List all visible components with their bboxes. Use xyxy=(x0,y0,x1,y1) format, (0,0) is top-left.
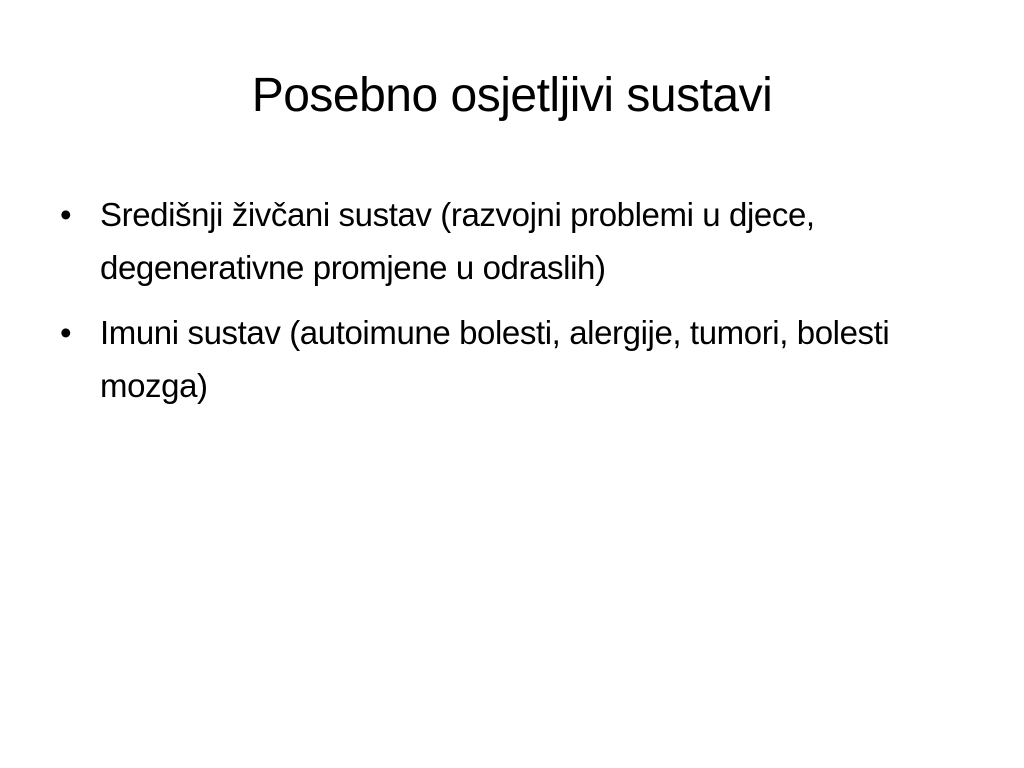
bullet-item-central-nervous-system xyxy=(58,188,958,294)
bullet-text: Imuni sustav (autoimune bolesti, alergije, tumori, bolesti mozga) xyxy=(100,314,890,404)
bullet-icon: • xyxy=(60,314,72,351)
bullet-text: Središnji živčani sustav (razvojni problemi u djece, degenerativne promjene u odraslih) xyxy=(100,196,815,286)
bullet-icon: • xyxy=(60,196,72,233)
bullet-item-immune-system xyxy=(58,306,958,412)
slide-title: Posebno osjetljivi sustavi xyxy=(251,69,773,122)
bullet-list xyxy=(58,188,958,424)
